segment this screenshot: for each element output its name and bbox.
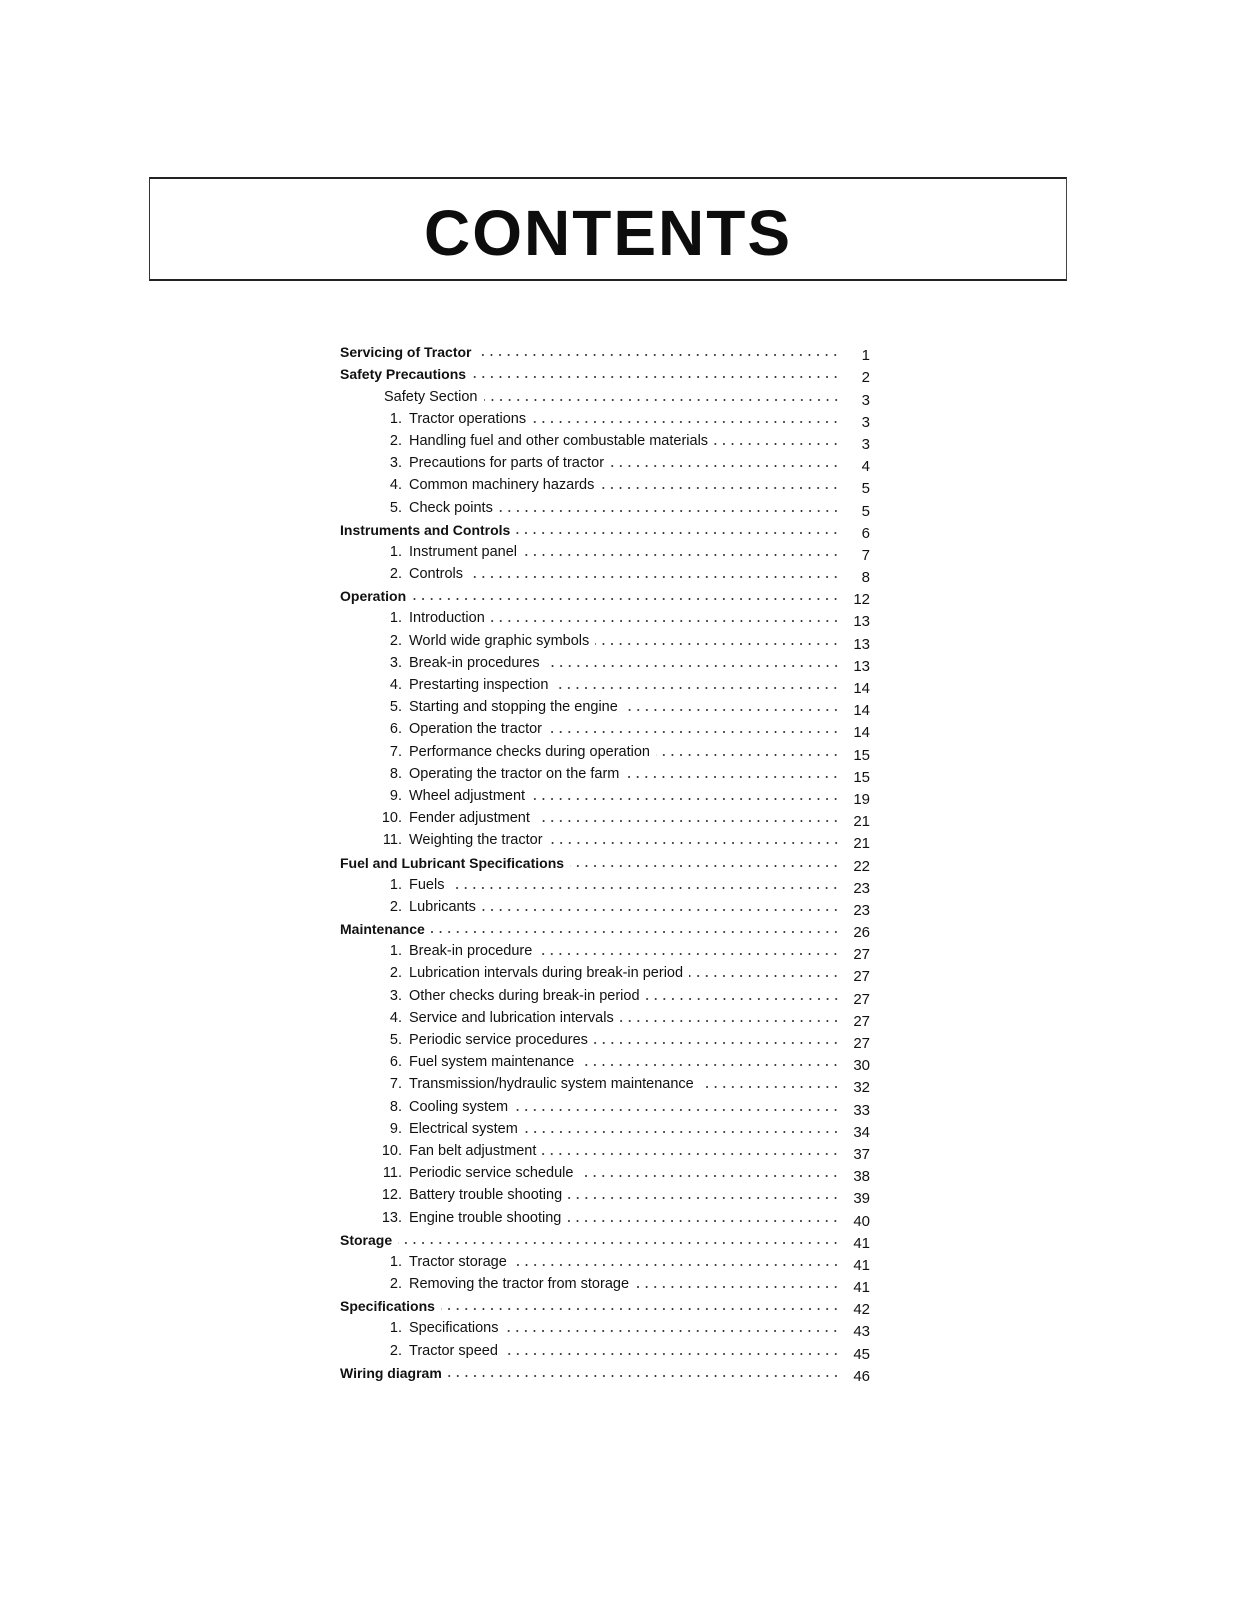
toc-subsection-entry[interactable] xyxy=(340,405,870,431)
dot-leader xyxy=(441,1308,840,1310)
toc-page-number: 13 xyxy=(853,635,870,653)
toc-entry-label xyxy=(380,1099,514,1115)
toc-subsection-entry[interactable] xyxy=(340,604,870,631)
dot-leader xyxy=(412,598,840,600)
toc-entry-label xyxy=(380,1032,594,1048)
toc-entry-number: 12. xyxy=(381,1187,402,1204)
toc-entry-number: 11. xyxy=(382,1165,402,1182)
toc-entry-text: Battery trouble shooting xyxy=(409,1187,563,1204)
toc-entry-text: Maintenance xyxy=(340,921,425,938)
dot-leader xyxy=(538,953,840,955)
toc-subsection-entry[interactable] xyxy=(340,427,870,453)
toc-entry-label xyxy=(380,943,538,959)
dot-leader xyxy=(448,1375,840,1377)
toc-entry-number: 1. xyxy=(389,943,402,960)
toc-entry-label xyxy=(380,1054,580,1070)
dot-leader xyxy=(482,909,840,911)
toc-entry-text: Tractor speed xyxy=(409,1342,498,1359)
toc-entry-number: 13. xyxy=(381,1209,402,1226)
toc-entry-number: 9. xyxy=(389,787,402,804)
toc-page-number: 19 xyxy=(853,790,870,808)
toc-entry-label xyxy=(380,1320,504,1336)
toc-entry-label xyxy=(373,810,536,826)
toc-entry-number: 10. xyxy=(381,1142,402,1159)
toc-subsection-entry[interactable] xyxy=(340,737,870,764)
toc-subsection-entry[interactable] xyxy=(340,1314,870,1341)
toc-entry-number: 8. xyxy=(389,765,402,782)
dot-leader xyxy=(531,798,840,800)
toc-entry-text: Fan belt adjustment xyxy=(409,1142,537,1159)
toc-page-number: 27 xyxy=(853,990,870,1008)
toc-entry-text: Periodic service procedures xyxy=(409,1032,588,1048)
toc-entry-label xyxy=(380,766,625,782)
toc-entry-number: 5. xyxy=(389,499,402,516)
toc-page-number: 37 xyxy=(853,1145,870,1163)
toc-subsection-entry[interactable] xyxy=(340,959,870,986)
toc-entry-text: Weighting the tractor xyxy=(409,832,543,849)
dot-leader xyxy=(491,620,840,622)
dot-leader xyxy=(595,643,840,645)
toc-section-entry[interactable] xyxy=(340,1292,870,1319)
toc-subsection-entry[interactable] xyxy=(340,382,870,409)
dot-leader xyxy=(523,554,840,556)
toc-entry-label xyxy=(380,633,595,649)
toc-page-number: 23 xyxy=(853,879,870,897)
toc-subsection-entry[interactable] xyxy=(340,649,870,675)
toc-page-number: 41 xyxy=(853,1234,870,1252)
dot-leader xyxy=(542,1153,840,1155)
toc-entry-number: 7. xyxy=(389,743,402,760)
toc-entry-number: 2. xyxy=(389,632,402,649)
toc-entry-label xyxy=(380,455,610,471)
toc-page-number: 7 xyxy=(861,546,870,564)
toc-entry-text: Common machinery hazards xyxy=(409,477,595,494)
toc-entry-number: 2. xyxy=(389,898,402,915)
dot-leader xyxy=(450,887,840,889)
toc-subsection-entry[interactable] xyxy=(340,760,870,786)
toc-entry-text: Handling fuel and other combustable materials xyxy=(409,432,709,449)
toc-entry-label xyxy=(340,588,412,604)
toc-subsection-entry[interactable] xyxy=(340,1137,870,1163)
toc-entry-label xyxy=(340,1365,448,1381)
toc-section-entry[interactable] xyxy=(340,1359,870,1385)
toc-page-number: 3 xyxy=(861,391,870,409)
toc-page-number: 14 xyxy=(853,702,870,720)
toc-subsection-entry[interactable] xyxy=(340,1159,870,1186)
toc-entry-number: 4. xyxy=(389,1009,402,1026)
dot-leader xyxy=(536,820,840,822)
toc-entry-text: Storage xyxy=(340,1231,393,1248)
toc-entry-number: 6. xyxy=(389,721,402,738)
toc-subsection-entry[interactable] xyxy=(340,1270,870,1297)
toc-page-number: 27 xyxy=(853,1012,870,1030)
toc-page-number: 45 xyxy=(853,1345,870,1363)
toc-page-number: 21 xyxy=(853,813,870,831)
toc-entry-text: Engine trouble shooting xyxy=(409,1209,562,1226)
toc-entry-text: Fender adjustment xyxy=(409,810,530,827)
toc-entry-label xyxy=(380,877,450,893)
toc-entry-number: 8. xyxy=(389,1098,402,1115)
toc-entry-number: 6. xyxy=(389,1054,402,1071)
toc-entry-label xyxy=(340,855,570,871)
toc-page-number: 34 xyxy=(853,1123,870,1141)
toc-page-number: 5 xyxy=(861,502,870,520)
toc-entry-number: 4. xyxy=(389,677,402,693)
toc-entry-text: Removing the tractor from storage xyxy=(409,1276,630,1293)
toc-entry-text: Performance checks during operation xyxy=(409,743,650,760)
toc-entry-label xyxy=(380,1121,524,1137)
toc-page-number: 33 xyxy=(853,1101,870,1119)
toc-entry-number: 1. xyxy=(389,410,402,427)
toc-entry-text: Periodic service schedule xyxy=(409,1165,574,1182)
toc-entry-number: 1. xyxy=(389,1320,402,1337)
dot-leader xyxy=(594,1042,840,1044)
toc-section-entry[interactable] xyxy=(340,360,870,387)
dot-leader xyxy=(513,1264,840,1266)
toc-page-number: 21 xyxy=(853,835,870,853)
toc-entry-number: 2. xyxy=(389,1342,402,1359)
toc-entry-number: 2. xyxy=(389,965,402,982)
toc-entry-text: World wide graphic symbols xyxy=(409,632,590,649)
toc-subsection-entry[interactable] xyxy=(340,1004,870,1030)
dot-leader xyxy=(625,776,840,778)
toc-page-number: 46 xyxy=(853,1367,870,1385)
toc-entry-label xyxy=(380,500,499,516)
toc-entry-text: Transmission/hydraulic system maintenance xyxy=(409,1076,694,1093)
toc-entry-text: Controls xyxy=(409,566,463,583)
dot-leader xyxy=(714,443,840,445)
toc-entry-label xyxy=(380,1343,504,1359)
toc-page-number: 27 xyxy=(853,1035,870,1052)
toc-page-number: 1 xyxy=(861,347,870,365)
toc-section-entry[interactable] xyxy=(340,848,870,875)
toc-entry-label xyxy=(384,389,484,405)
toc-page-number: 30 xyxy=(853,1057,870,1075)
toc-page-number: 4 xyxy=(861,458,870,476)
dot-leader xyxy=(484,399,841,401)
toc-entry-label xyxy=(380,477,600,493)
toc-entry-text: Electrical system xyxy=(409,1120,518,1137)
toc-section-entry[interactable] xyxy=(340,338,870,365)
toc-entry-label xyxy=(340,921,431,937)
toc-entry-text: Precautions for parts of tractor xyxy=(409,455,605,472)
dot-leader xyxy=(570,865,840,867)
toc-subsection-entry[interactable] xyxy=(340,1248,870,1274)
page-title: CONTENTS xyxy=(424,197,792,269)
toc-subsection-entry[interactable] xyxy=(340,538,870,564)
dot-leader xyxy=(548,731,840,733)
dot-leader xyxy=(554,687,840,689)
toc-entry-number: 11. xyxy=(382,832,402,849)
toc-subsection-entry[interactable] xyxy=(340,449,870,476)
toc-entry-label xyxy=(340,344,477,360)
toc-entry-label xyxy=(380,1254,513,1270)
toc-entry-label xyxy=(380,744,656,760)
dot-leader xyxy=(620,1020,840,1022)
toc-page-number: 22 xyxy=(853,857,870,875)
toc-page-number: 15 xyxy=(853,768,870,786)
toc-entry-text: Lubricants xyxy=(409,898,476,915)
toc-page-number: 13 xyxy=(853,657,870,675)
dot-leader xyxy=(431,931,840,933)
dot-leader xyxy=(656,754,840,756)
toc-page-number: 40 xyxy=(853,1212,870,1230)
toc-entry-number: 1. xyxy=(389,610,402,627)
dot-leader xyxy=(700,1086,840,1088)
toc-page-number: 15 xyxy=(853,746,870,764)
toc-entry-label xyxy=(380,899,482,915)
toc-subsection-entry[interactable] xyxy=(340,1070,870,1097)
toc-entry-label xyxy=(373,1210,567,1226)
dot-leader xyxy=(646,998,840,1000)
toc-entry-text: Specifications xyxy=(409,1320,499,1337)
toc-entry-number: 5. xyxy=(389,1032,402,1048)
toc-page-number: 32 xyxy=(853,1079,870,1097)
toc-subsection-entry[interactable] xyxy=(340,1336,870,1363)
toc-subsection-entry[interactable] xyxy=(340,493,870,520)
toc-page-number: 14 xyxy=(853,680,870,697)
dot-leader xyxy=(624,709,840,711)
toc-entry-text: Tractor operations xyxy=(409,410,527,427)
toc-entry-label xyxy=(380,988,646,1004)
toc-page-number: 26 xyxy=(853,924,870,942)
toc-entry-label xyxy=(380,433,714,449)
toc-page-number: 41 xyxy=(853,1256,870,1274)
toc-entry-text: Safety Section xyxy=(384,388,478,405)
dot-leader xyxy=(524,1131,840,1133)
toc-entry-text: Servicing of Tractor xyxy=(340,344,472,361)
toc-entry-text: Starting and stopping the engine xyxy=(409,699,618,716)
toc-entry-label xyxy=(340,1298,441,1314)
toc-subsection-entry[interactable] xyxy=(340,693,870,720)
toc-entry-number: 4. xyxy=(389,477,402,494)
toc-entry-text: Service and lubrication intervals xyxy=(409,1009,614,1026)
dot-leader xyxy=(398,1242,840,1244)
dot-leader xyxy=(477,354,840,356)
toc-entry-number: 2. xyxy=(389,1276,402,1293)
toc-subsection-entry[interactable] xyxy=(340,1203,870,1230)
toc-entry-text: Fuels xyxy=(409,876,445,893)
toc-section-entry[interactable] xyxy=(340,1226,870,1252)
dot-leader xyxy=(610,465,840,467)
toc-entry-label xyxy=(380,544,523,560)
toc-entry-number: 3. xyxy=(389,987,402,1004)
toc-entry-number: 3. xyxy=(389,654,402,671)
toc-entry-text: Break-in procedure xyxy=(409,943,533,960)
dot-leader xyxy=(689,975,840,977)
dot-leader xyxy=(516,532,840,534)
toc-entry-number: 9. xyxy=(389,1120,402,1137)
toc-entry-text: Prestarting inspection xyxy=(409,677,549,693)
toc-entry-label xyxy=(380,699,624,715)
toc-entry-text: Cooling system xyxy=(409,1098,509,1115)
toc-entry-label xyxy=(340,1232,398,1248)
toc-entry-label xyxy=(380,677,554,693)
toc-entry-text: Specifications xyxy=(340,1298,435,1315)
toc-entry-label xyxy=(340,366,472,382)
dot-leader xyxy=(546,665,840,667)
toc-subsection-entry[interactable] xyxy=(340,1181,870,1208)
toc-entry-label xyxy=(373,1143,542,1159)
toc-entry-label xyxy=(373,832,549,848)
dot-leader xyxy=(579,1175,840,1177)
dot-leader xyxy=(580,1064,840,1066)
toc-page-number: 6 xyxy=(861,524,870,542)
toc-page-number: 27 xyxy=(853,968,870,986)
toc-subsection-entry[interactable] xyxy=(340,937,870,964)
toc-entry-label xyxy=(380,655,546,671)
toc-entry-text: Break-in procedures xyxy=(409,654,540,671)
toc-entry-label xyxy=(373,1165,579,1181)
toc-entry-label xyxy=(380,566,469,582)
table-of-contents xyxy=(340,338,870,1385)
toc-page-number: 39 xyxy=(853,1190,870,1208)
toc-entry-text: Instruments and Controls xyxy=(340,521,511,538)
toc-subsection-entry[interactable] xyxy=(340,1048,870,1075)
toc-subsection-entry[interactable] xyxy=(340,560,870,587)
toc-page-number: 14 xyxy=(853,724,870,742)
dot-leader xyxy=(499,510,840,512)
toc-entry-label xyxy=(380,721,548,737)
toc-page-number: 42 xyxy=(853,1301,870,1319)
toc-page-number: 38 xyxy=(853,1168,870,1186)
toc-entry-text: Operation the tractor xyxy=(409,721,542,738)
toc-entry-text: Operating the tractor on the farm xyxy=(409,765,620,782)
toc-subsection-entry[interactable] xyxy=(340,671,870,697)
toc-entry-label xyxy=(380,1076,700,1092)
toc-entry-text: Other checks during break-in period xyxy=(409,987,640,1004)
dot-leader xyxy=(532,421,840,423)
toc-page-number: 43 xyxy=(853,1323,870,1341)
dot-leader xyxy=(472,376,840,378)
toc-subsection-entry[interactable] xyxy=(340,826,870,853)
toc-subsection-entry[interactable] xyxy=(340,715,870,742)
toc-entry-label xyxy=(380,965,689,981)
toc-page-number: 27 xyxy=(853,946,870,964)
toc-entry-text: Check points xyxy=(409,499,493,516)
title-box xyxy=(149,177,1067,281)
toc-subsection-entry[interactable] xyxy=(340,981,870,1008)
toc-page-number: 13 xyxy=(853,613,870,631)
toc-subsection-entry[interactable] xyxy=(340,1092,870,1119)
toc-entry-number: 5. xyxy=(389,699,402,716)
toc-entry-text: Operation xyxy=(340,588,407,605)
toc-subsection-entry[interactable] xyxy=(340,626,870,653)
dot-leader xyxy=(600,487,840,489)
toc-entry-number: 3. xyxy=(389,455,402,472)
toc-page-number: 8 xyxy=(861,569,870,587)
toc-entry-text: Wiring diagram xyxy=(340,1364,442,1381)
toc-subsection-entry[interactable] xyxy=(340,1026,870,1052)
toc-entry-text: Lubrication intervals during break-in period xyxy=(409,965,684,982)
toc-subsection-entry[interactable] xyxy=(340,1115,870,1141)
toc-page-number: 41 xyxy=(853,1279,870,1297)
toc-page-number: 3 xyxy=(861,435,870,453)
toc-entry-number: 1. xyxy=(389,876,402,893)
toc-subsection-entry[interactable] xyxy=(340,893,870,919)
toc-page-number: 12 xyxy=(853,591,870,609)
toc-entry-number: 2. xyxy=(389,432,402,449)
toc-entry-number: 10. xyxy=(381,810,402,827)
toc-page-number: 2 xyxy=(861,369,870,387)
toc-subsection-entry[interactable] xyxy=(340,804,870,831)
toc-subsection-entry[interactable] xyxy=(340,871,870,897)
toc-page-number: 3 xyxy=(861,413,870,431)
toc-entry-label xyxy=(373,1187,568,1203)
toc-section-entry[interactable] xyxy=(340,582,870,609)
toc-entry-label xyxy=(380,411,532,427)
toc-entry-label xyxy=(380,788,531,804)
toc-entry-text: Fuel and Lubricant Specifications xyxy=(340,854,565,871)
toc-entry-number: 2. xyxy=(389,566,402,583)
toc-entry-label xyxy=(340,522,516,538)
toc-section-entry[interactable] xyxy=(340,516,870,542)
dot-leader xyxy=(469,576,840,578)
toc-entry-text: Introduction xyxy=(409,610,485,627)
toc-entry-text: Fuel system maintenance xyxy=(409,1054,575,1071)
toc-entry-number: 7. xyxy=(389,1076,402,1093)
toc-entry-label xyxy=(380,1010,620,1026)
toc-section-entry[interactable] xyxy=(340,915,870,942)
toc-entry-label xyxy=(380,1276,635,1292)
dot-leader xyxy=(635,1286,840,1288)
toc-entry-number: 1. xyxy=(389,543,402,560)
toc-entry-text: Wheel adjustment xyxy=(409,787,526,804)
dot-leader xyxy=(514,1109,840,1111)
toc-subsection-entry[interactable] xyxy=(340,782,870,808)
toc-subsection-entry[interactable] xyxy=(340,471,870,498)
toc-entry-number: 1. xyxy=(389,1253,402,1270)
dot-leader xyxy=(567,1220,840,1222)
dot-leader xyxy=(568,1197,840,1199)
dot-leader xyxy=(504,1330,840,1332)
dot-leader xyxy=(504,1353,840,1355)
toc-entry-label xyxy=(380,610,491,626)
toc-entry-text: Safety Precautions xyxy=(340,366,467,383)
toc-entry-text: Tractor storage xyxy=(409,1253,507,1270)
toc-entry-text: Instrument panel xyxy=(409,543,518,560)
toc-page-number: 23 xyxy=(853,901,870,919)
toc-page-number: 5 xyxy=(861,480,870,498)
dot-leader xyxy=(549,842,840,844)
